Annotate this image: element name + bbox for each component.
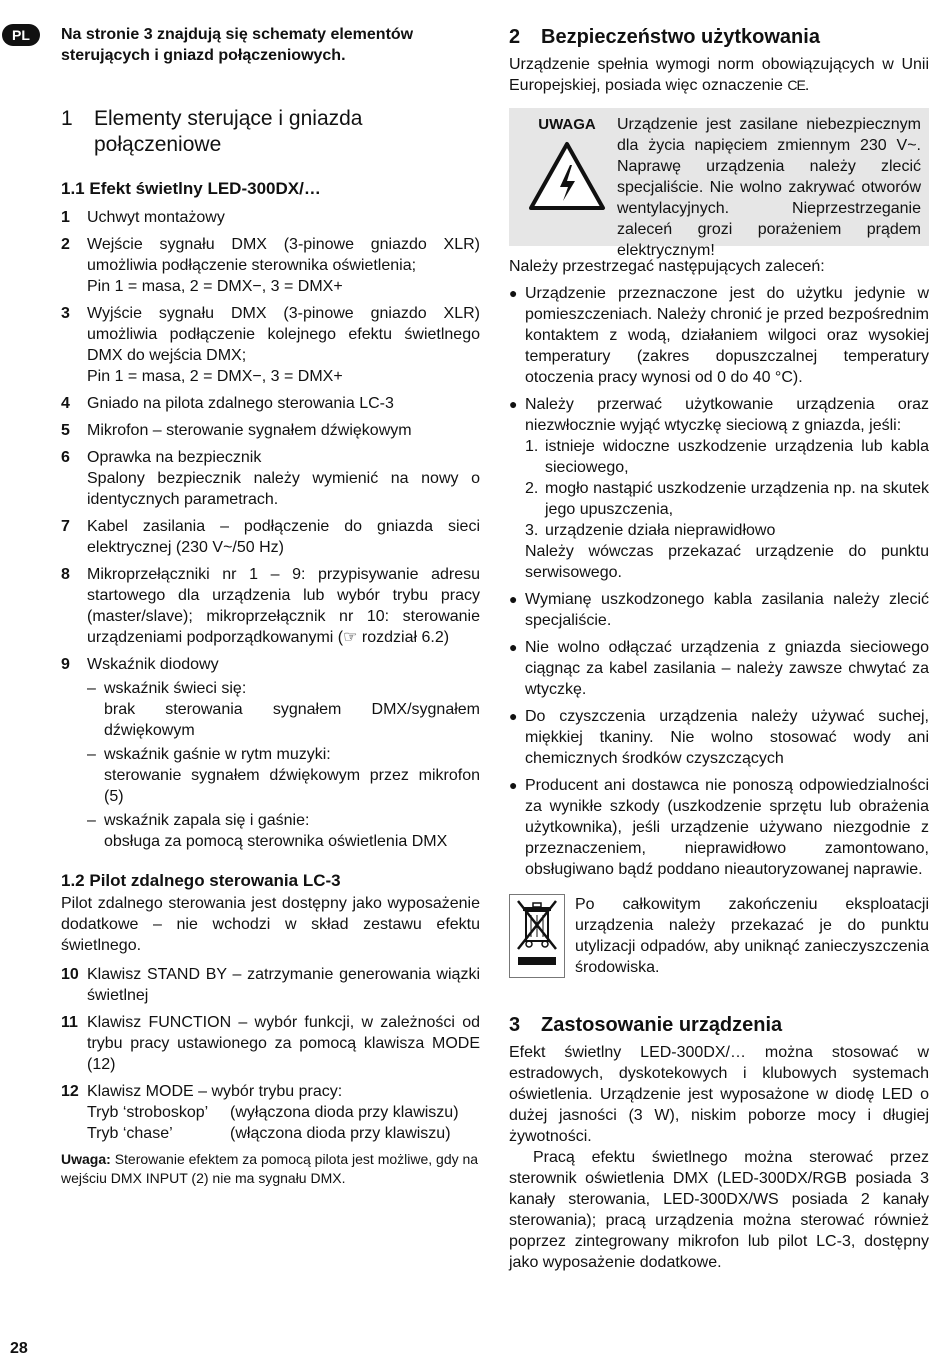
bullet-icon: ● (509, 639, 518, 655)
list-item (61, 207, 480, 228)
item-number: 1 (61, 209, 70, 226)
state-heading: wskaźnik zapala się i gaśnie: (104, 812, 310, 829)
ce-sentence: Urządzenie spełnia wymogi norm obowiązujących w Unii Europejskiej, posiada więc oznaczenie (509, 56, 929, 94)
bullet-item (509, 589, 929, 631)
item-number: 10 (61, 966, 79, 983)
mode-description: (wyłączona dioda przy klawiszu) (230, 1104, 459, 1121)
item-text: Pin 1 = masa, 2 = DMX−, 3 = DMX+ (87, 368, 343, 385)
remote-items-list (61, 964, 480, 1075)
bullet-text: Wymianę uszkodzonego kabla zasilania należy zlecić specjaliście. (525, 591, 929, 629)
warning-box (509, 108, 929, 259)
indicator-states (87, 678, 480, 852)
list-item (61, 964, 480, 1006)
item-number: 8 (61, 566, 70, 583)
section-text: Urządzenie spełnia wymogi norm obowiązujących w Unii Europejskiej, posiada więc oznaczenie CE. (509, 56, 929, 94)
item-text: Uchwyt montażowy (87, 209, 225, 226)
item-number: 3 (61, 305, 70, 322)
state-heading: wskaźnik gaśnie w rytm muzyki: (104, 746, 331, 763)
state-description: brak sterowania sygnałem DMX/sygnałem dźwiękowym (104, 701, 480, 739)
state-description: sterowanie sygnałem dźwiękowym przez mikrofon (5) (104, 767, 480, 805)
lead-text: Należy przestrzegać następujących zaleceń: (509, 258, 825, 275)
item-text: Wejście sygnału DMX (3-pinowe gniazdo XLR) umożliwia podłączenie sterownika oświetlenia; (87, 236, 480, 274)
item-number: 11 (61, 1014, 78, 1031)
item-number: 9 (61, 656, 70, 673)
item-number: 7 (61, 518, 70, 535)
bullet-tail: Należy wówczas przekazać urządzenie do punktu serwisowego. (525, 543, 929, 581)
list-item (61, 393, 480, 414)
bullet-icon: ● (509, 591, 518, 607)
disposal-notice (509, 894, 929, 978)
condition-number: 1. (525, 438, 539, 455)
ce-mark: CE (787, 77, 805, 93)
section-title: Elementy sterujące i gniazda połączeniowe (94, 107, 363, 156)
list-item (61, 420, 480, 441)
condition-item (525, 436, 929, 478)
mode-name: Tryb ‘stroboskop’ (87, 1104, 209, 1121)
section-number: 3 (509, 1014, 521, 1036)
subsection-text: Pilot zdalnego sterowania jest dostępny jako wyposażenie dodatkowe – nie wchodzi w skład zestawu efektu świetlnego. (61, 895, 480, 954)
item-text: Klawisz MODE – wybór trybu pracy: (87, 1083, 343, 1100)
warning-label: UWAGA (538, 116, 596, 133)
item-text: Pin 1 = masa, 2 = DMX−, 3 = DMX+ (87, 278, 343, 295)
crossed-bin-icon (509, 894, 565, 978)
item-number: 6 (61, 449, 70, 466)
item-text: Mikrofon – sterowanie sygnałem dźwiękowym (87, 422, 412, 439)
list-item (61, 564, 480, 648)
condition-text: urządzenie działa nieprawidłowo (545, 522, 776, 539)
item-text: Oprawka na bezpiecznik (87, 449, 262, 466)
item-text: Wskaźnik diodowy (87, 656, 219, 673)
mode-table (87, 1102, 480, 1144)
condition-text: istnieje widoczne uszkodzenie urządzenia lub kabla sieciowego, (545, 438, 929, 476)
item-text: Klawisz STAND BY – zatrzymanie generowania wiązki świetlnej (87, 966, 480, 1004)
section-1-heading (61, 106, 480, 158)
bullet-icon: ● (509, 777, 518, 793)
state-description: obsługa za pomocą sterownika oświetlenia DMX (104, 833, 448, 850)
subsection-1-2-heading: 1.2 Pilot zdalnego sterowania LC-3 (61, 871, 341, 890)
warning-text: Urządzenie jest zasilane niebezpiecznym dla życia napięciem zmiennym 230 V~. Naprawę urządzenia należy zlecić specjaliście. Nie wolno zakrywać otworów wentylacyjnych. Nieprzestrzeganie zaleceń grozi porażeniem prądem elektrycznym! (617, 116, 921, 259)
conditions-list (525, 436, 929, 541)
condition-item (525, 520, 929, 541)
bullet-text: Należy przerwać użytkowanie urządzenia oraz niezwłocznie wyjąć wtyczkę sieciową z gniazda, jeśli: (525, 396, 929, 434)
intro-text: Na stronie 3 znajdują się schematy elementów sterujących i gniazd połączeniowych. (61, 26, 414, 64)
section-title: Zastosowanie urządzenia (541, 1014, 783, 1036)
items-list (61, 207, 480, 648)
item-text: Klawisz FUNCTION – wybór funkcji, w zależności od trybu pracy ustawionego za pomocą klawisza MODE (12) (87, 1014, 480, 1073)
page-number: 28 (10, 1340, 28, 1357)
item-number: 12 (61, 1083, 79, 1100)
right-column (509, 24, 929, 1273)
section-number: 1 (61, 107, 73, 130)
mode-row (87, 1102, 480, 1123)
mode-description: (włączona dioda przy klawiszu) (230, 1125, 451, 1142)
indicator-state (87, 678, 480, 741)
bullet-item (509, 394, 929, 583)
mode-row (87, 1123, 480, 1144)
section-title: Bezpieczeństwo użytkowania (541, 26, 820, 48)
list-item (61, 1012, 480, 1075)
bullet-item (509, 775, 929, 880)
item-text: Gniado na pilota zdalnego sterowania LC-3 (87, 395, 394, 412)
item-text: Spalony bezpiecznik należy wymienić na nowy o identycznych parametrach. (87, 470, 480, 508)
list-item (61, 303, 480, 387)
dash-marker: – (87, 746, 96, 763)
condition-text: mogło nastąpić uszkodzenie urządzenia np. na skutek jego upuszczenia, (545, 480, 929, 518)
dash-marker: – (87, 680, 96, 697)
bullet-text: Do czyszczenia urządzenia należy używać suchej, miękkiej tkaniny. Nie wolno stosować wody ani chemicznych środków czyszczących (525, 708, 929, 767)
list-item (61, 234, 480, 297)
dash-marker: – (87, 812, 96, 829)
left-column (61, 24, 480, 1188)
item-text: Kabel zasilania – podłączenie do gniazda sieci elektrycznej (230 V~/50 Hz) (87, 518, 480, 556)
item-number: 4 (61, 395, 70, 412)
condition-item (525, 478, 929, 520)
disposal-text: Po całkowitym zakończeniu eksploatacji urządzenia należy przekazać je do punktu utylizacji odpadów, aby uniknąć zanieczyszczenia środowiska. (575, 896, 929, 976)
bullet-text: Producent ani dostawca nie ponoszą odpowiedzialności za wynikłe szkody (uszkodzenie sprzętu lub obrażenia użytkownika), jeśli urządzenie używano niezgodnie z przeznaczeniem, nieprawidłowo zamontowano, obsługiwano bądź poddano nieautoryzowanej naprawie. (525, 777, 929, 878)
section-number: 2 (509, 26, 521, 48)
item-number: 5 (61, 422, 70, 439)
bullet-icon: ● (509, 708, 518, 724)
note-label: Uwaga: (61, 1151, 111, 1167)
bullet-text: Urządzenie przeznaczone jest do użytku jedynie w pomieszczeniach. Należy chronić je przed bezpośrednim kontaktem z wodą, działaniem wilgoci oraz wysokiej temperatury (zakres dopuszczalnej temperatury otoczenia pracy wynosi od 0 do 40 °C). (525, 285, 929, 386)
note (61, 1150, 480, 1188)
item-number: 2 (61, 236, 70, 253)
indicator-state (87, 744, 480, 807)
high-voltage-icon (528, 141, 606, 211)
item-text: Wyjście sygnału DMX (3-pinowe gniazdo XLR) umożliwia podłączenie kolejnego efektu świetlnego DMX do wejścia DMX; (87, 305, 480, 364)
indicator-state (87, 810, 480, 852)
bullet-item (509, 637, 929, 700)
section-paragraph: Pracą efektu świetlnego można sterować przez sterownik oświetlenia DMX (LED-300DX/RGB posiada 3 kanały sterowania, LED-300DX/WS posiada 2 kanały sterowania); pracą urządzenia można sterować również poprzez zintegrowany mikrofon lub pilot LC-3, dostępny jako wyposażenie dodatkowe. (509, 1149, 929, 1271)
note-text: Sterowanie efektem za pomocą pilota jest możliwe, gdy na wejściu DMX INPUT (2) nie ma sygnału DMX. (61, 1151, 479, 1186)
item-text: Mikroprzełączniki nr 1 – 9: przypisywanie adresu startowego dla urządzenia lub wybór trybu pracy (master/slave); mikroprzełącznik nr 10: sterowanie urządzeniami podporządkowanymi (☞ rozdział 6.2) (87, 566, 480, 646)
subsection-1-1-heading: 1.1 Efekt świetlny LED-300DX/… (61, 179, 321, 198)
list-item (61, 654, 480, 852)
section-3-heading (509, 1012, 929, 1038)
list-item (61, 447, 480, 510)
list-item (61, 516, 480, 558)
bullet-text: Nie wolno odłączać urządzenia z gniazda sieciowego ciągnąc za kabel zasilania – należy zawsze chwytać za wtyczkę. (525, 639, 929, 698)
language-badge: PL (2, 24, 40, 46)
bullet-item (509, 283, 929, 388)
bullet-icon: ● (509, 285, 518, 301)
state-heading: wskaźnik świeci się: (104, 680, 247, 697)
bullet-icon: ● (509, 396, 518, 412)
section-2-heading (509, 24, 929, 50)
list-item (61, 1081, 480, 1144)
condition-number: 3. (525, 522, 539, 539)
bullet-item (509, 706, 929, 769)
condition-number: 2. (525, 480, 539, 497)
section-paragraph: Efekt świetlny LED-300DX/… można stosować w estradowych, dyskotekowych i klubowych systemach oświetlenia. Urządzenie jest wyposażone w diodę LED o dużej jasności (3 W), niskim poborze mocy i długiej żywotności. (509, 1044, 929, 1145)
mode-name: Tryb ‘chase’ (87, 1125, 173, 1142)
